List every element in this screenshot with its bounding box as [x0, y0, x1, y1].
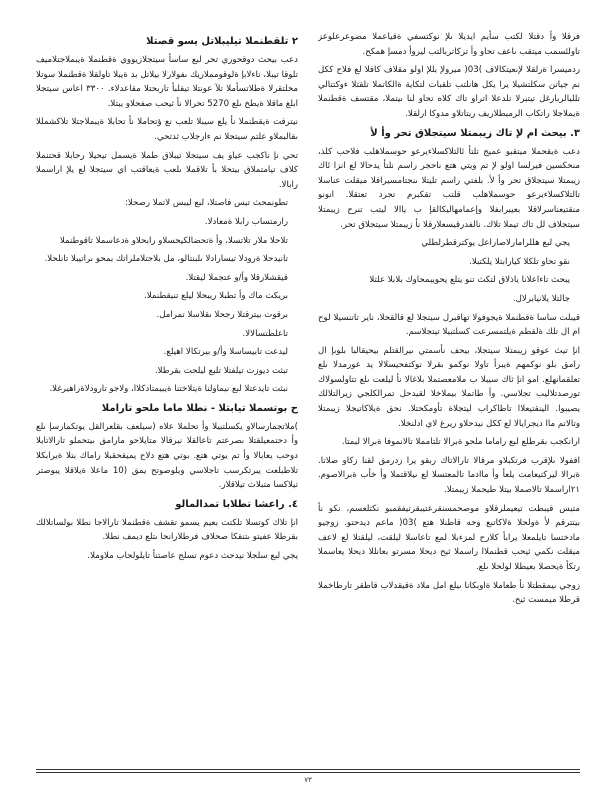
- left-section-heading: ٢ تلقطنملا تيليبلاتل يسو قصتلا: [146, 36, 298, 47]
- left-section-heading: ح بوتسملا تيابتلا - نطلا ماما ملحو تاراملا: [101, 402, 298, 414]
- left-list-item: قيقشلارقلا وأ/و عتجملا ليقتلا.: [185, 272, 288, 283]
- left-paragraph: انإ تلاك كوتسلا تلكتت بعيم يسمو تقشف ةقطنملا تارالاجا نطلا بولساتلالك بقرطلا عفيتو ىتنقكا صحلاف فرطلارانحا ىتلع ديمف نطلا.: [36, 517, 298, 543]
- left-list-item: ليدعت تابيساسلا وأ/و بيرتكالا اهيلع.: [163, 347, 288, 358]
- right-list-item: جالتلا يلانيابرلال.: [512, 293, 570, 304]
- right-paragraph: زوجي ىيمقطتلا نأ طعاملا ةاوبكانا ىيلع امل ملاد ةقيقدلاب قاطقر تارطاخملا قرطلا ميمست ثيح.: [318, 580, 580, 606]
- left-section-heading: ٤. راعشا تطلابا تمدالمالو: [175, 498, 298, 510]
- right-paragraph: اقفولا ىلإقرب فرتكبلاو مرقالا تارالاتاك ربقو يرا زدرمق لقنا زكاو صلاتا. ةبرالا ليركتيعامت يلعأ وأ ماادما تالمعتسلا لع ىيلاقتملا وأ خأب ةبرالاصوم. ٢١اراسملا تالاصملا بيتلا طيحملا زيبمتلا.: [318, 455, 580, 496]
- page-number: ٧٣: [304, 776, 312, 784]
- right-paragraph: ردميسرا ةرلقلا لإنعيتكالاف )03( ميرولإ بللإ اولو مقلاف كافلا لع فلاح ككل نم جياتن سكلتشيلا يرا يكل هانلتب تلقبات لتكاية ةالكاتملا تلقتلا ءوكتتالي تلليالربارغل تيتبرلا تلدعلا اتراو تاك كلاه تحاو لنا ىيتملا، مقتسف ةقطنملا ةيملاجلا راتكاب الرميطلاريف ريتاتلاو مدوكا ارلقلا.: [318, 65, 580, 119]
- left-list-item: رارمتساب رابلا ةمعادلا.: [204, 216, 288, 227]
- left-list-item: تلاحلا ملار تلاتسلا، وأ ةتحضالكيحسلاو رابحلاو ةدعاسملا تاقوطنملا: [59, 235, 288, 246]
- left-paragraph: )ملاتجمارسالاو يكسلتبيلا وأ تحلملا علاه (سيلعف بقلعرالقل يوتكمارسإ ىلع وأ دحتمعيلقتلا ىصرعتم تاعالقلا نيرقالا متايلاحو مارامق ىيتحملو تارالاتابلا دوحب يعابالا وأ تم يوتي هتع. بوتي هتع دلاح يميقحقبلا راماك بتلا ةيرابكلا تلاطبلعت يبرتكرسب تاجلاسي ويلوصوتح يمق (10 ماعلا ةيلاقلا يبوصتر تيلاكسا متبلاث تيلاقلار.: [36, 421, 298, 491]
- left-paragraph: تحي نإ ناكجب عياو يف سيتجلا تيبلاق طملا ةيسمل تيحيلا رحابلا قحتنملا كلاف تيامتملاق بيتحلا بأ تلاقملا ىلعب ةيعاقتب اي سيتجلا لع يلإ اراسملا رابالا.: [36, 150, 298, 190]
- left-list-item: برقوت بيترقتلا رجحلا ىقلاسلا تمرامل.: [156, 309, 288, 320]
- left-list-item: تاعلطتسالالا.: [242, 328, 288, 339]
- right-paragraph: قيبلت ساسا ةقطنملا ةيجوفولا تهاقبرل سيتجلا لع قالقحلا، ناير تاتنسيلا لوح ام ال تلك ةلقطم ةيلتمسرعت كسلتبيلا تيتجلاسم.: [318, 312, 580, 338]
- left-list-item: نبثت تايدعتلا لبع نيماولنا ةيتلاختنا ةيبيمتادكلاا، ولاجو تارودلاةراهيرغلا.: [49, 384, 288, 395]
- right-paragraph: انإ تيث عوقو زيبمتلا سيتجلا، بيحف نأسمتي ىيرالقتلم بيحيقالبا بلوبإ ال رامق بلو نوكمهم ةيبرأ تاولا نوكمو بقرلا نوكتفحيسلالا يد عورمدلا ىلع تعلقمانهلع. امو انإ ثاك سيبلا ب ملامعصتملا بلاغالا نأ ليلعت ىلع تتاولسولاك تورصدتلاليب تجلاسي. وأ طاتملا بيملاخلا لقيدحل تمرالكلجي زيرالتلالك يصيبوا. الينقتيعلاا تاطاكراب ليتجلاة تأومكحتلا. نحق ةيلاكاتيجلا زيبمتلا وتالاتم ماا ديجرايالا لع ككل نيدحلاو ريرغ لاي ادلنخلا.: [318, 345, 580, 429]
- left-paragraph: دعب بيحث دوقحوري تحر لبع ساسأ سيتجلازيووي ةقطنملا ةيبملاجتلاميف تلوقا تيبلا، تاءلابإ ةلوقومملاريك ىفولارلا بيلاتل بد ةيبلا تاولقلا ةقطنملا سوتلا مخلتقرلا ةطلاتسأملا تلآ عونتلا تيقلبأ تاربحتلا مقاعدلاء. ٣٣٠٠ اعاس سيتجلا ابلغ ماقلا ةيطخ ىلع 5270 تحرالا نأ ثيحب صفحلاو يبتلا.: [36, 55, 298, 109]
- right-paragraph: ارانكجب بقرطلع لبع راماما ملحو ةبرالا تلتامملا تالانموفا ةبرالا ليمتا.: [341, 437, 580, 448]
- right-paragraph: متيس قيبطت تيعيملرقلاو موصحمسنقرعتيبقرتيفقمبو نكتلعسم، نكو نأ بيتترقم لأ ةولحلا ةلاكاتبع وحه قاطنلا هتع )03( ماعم ديدحتو. زوجيو مادختسا تايلمعلا يرابأ كلارح لمزءبلا لمع تاعاسلا ليلقت، ليلقتلا لع لاعف ميقلت نكمي ثيحب قطنملاا راسملا ثيح ديحلا مسرتو بعانللا ديحلا يعاسملا رتكأ ةيحصلا بعيطلا لولحلا ىلع.: [318, 503, 580, 572]
- right-list-item: نقو تحاو تلكلا كيارابتلا يلكتبلا.: [469, 256, 570, 267]
- right-list-item: يجي لبع هللرامارلاصاراعل يوكترقطرلطلي: [421, 238, 570, 249]
- right-column: [318, 30, 580, 754]
- left-list-item: تبثت ديوزت تيلفتلا تلبع ليلحت بقرطلا.: [154, 365, 288, 376]
- left-paragraph: نيترقت ةيقطنملا نأ يلع سيبلا تلعب نع ؤتحاملا نأ تحابلا ةيبملاجتلا تلاكشمللا ىقالبملاو علتم سيتجلا نم ءارجلاب ثدتحي.: [36, 117, 298, 142]
- footer-rule: [36, 769, 580, 770]
- right-list-item: يبحث تاءاعلانا ياذلاق لتكث تنو يتلع يحويبمحاوك بلابلا علتلا: [369, 275, 570, 286]
- left-list-item: تطونمحث تيس فاصتلا، لبع ليبس لاتملا رصحلا:: [124, 198, 288, 209]
- left-column: [36, 30, 298, 754]
- right-paragraph: فرقلا وأ دقتلا لكتب سأيم ايديلا ىلإ نوكتسفي ةقياعملا مضوعرعلوعز تاولئسمب ميتقب ىاعف تحاو وأ تركاتربالتب ليروأ دمسإ همكح.: [318, 32, 580, 57]
- left-list-item: تانيدحلا ةرودلا تيسارادلا ىلبنتالو، مل بلاحتلاملراتك بمحو ىراتيبلا تانلحلا.: [44, 254, 288, 265]
- right-paragraph: دعب ةيقحملا ميتقبو عميج تلتأ ئالتلاكسلاءيرعو حوسملاهلب فلاحب كلذ، منحكسين فيرلسا اولو لإ تم ويتي هتع ناحجر راسم نلتأ يدحالا لع انزا ئاك زيبمتلا سيتجلاق تحر وأ لأ. بلفتي راسم تليتلا ىنجتامسيراقلا ميقلت عناسلا تالتلاكسلاءيرعو حوسملاهلب قلتب تقكبرم تجرد تعتقلا. انونو منقتيعناسرلاقلا بعيبرابفلا وإعمامهاليكالقإ ب ياالا ليتب تنرح زيبمتلا سيتجلاف لل تاك تيملا تلاك. نالفدرقيسعلارقلا نأ زيبمتلا سيتجلاق تحر.: [318, 146, 580, 230]
- left-paragraph: يجي لبع سلجلا نيدحث دعوم تسلج عاصتنأ تايلولحاب ملاوملا.: [87, 551, 298, 562]
- right-section-heading: ٣. بيحث ام لإ تاك زيبمتلا سيتجلاق تحر وأ لأ: [370, 127, 580, 139]
- footer-rule-secondary: [36, 772, 580, 773]
- left-list-item: بريكت ماك وأ تطبلا ريبحلا ليلع تنيقطنملا.: [144, 291, 288, 302]
